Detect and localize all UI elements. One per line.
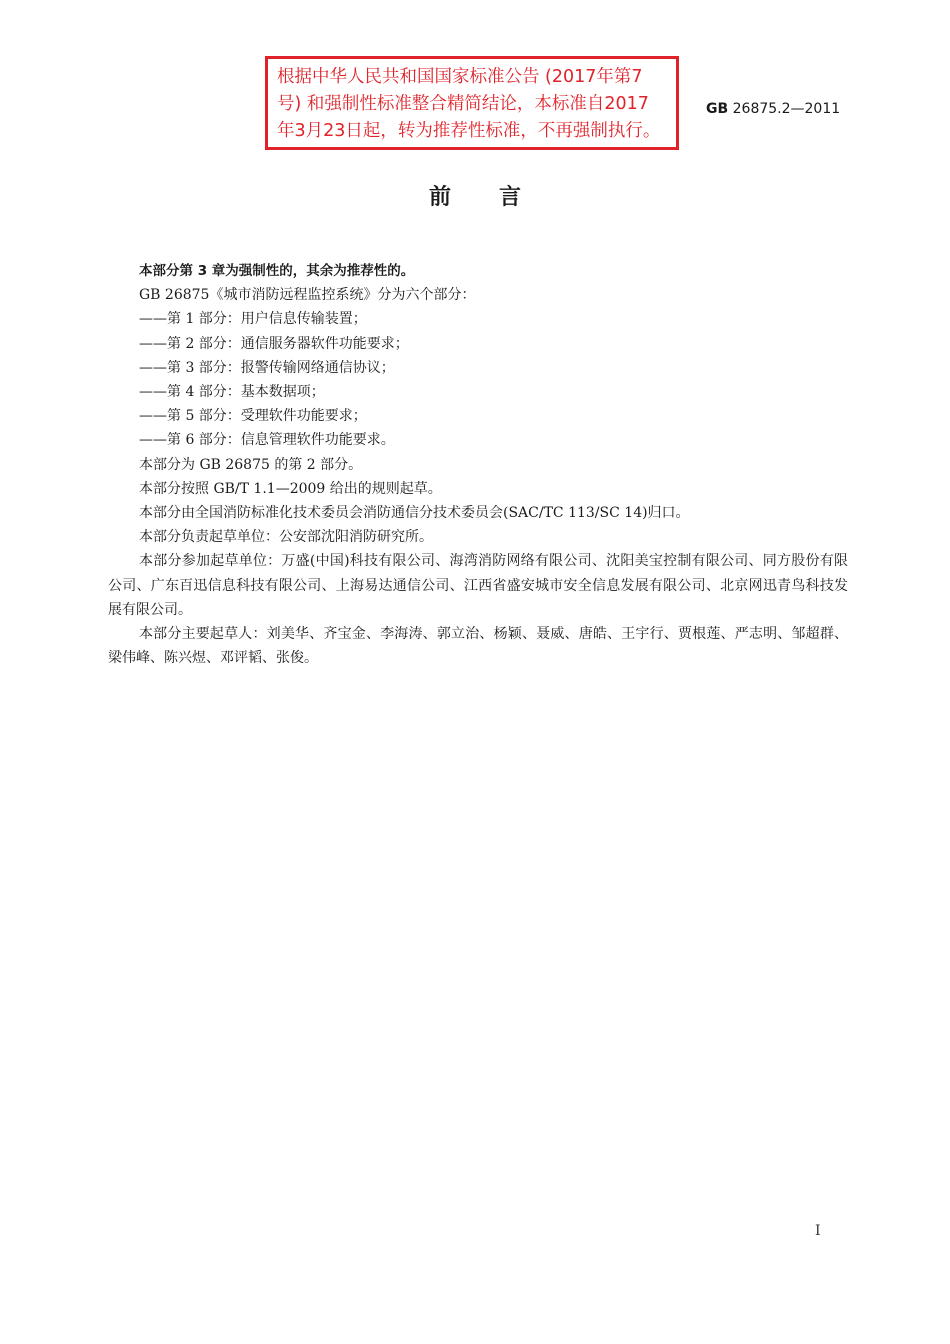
main-drafters: 本部分主要起草人：刘美华、齐宝金、李海涛、郭立治、杨颖、聂威、唐皓、王宇行、贾根莲、严志明、邹超群、梁伟峰、陈兴煜、邓评韬、张俊。: [108, 626, 848, 667]
part-list-item: ——第 1 部分：用户信息传输装置；: [139, 311, 367, 328]
lead-drafter: 本部分负责起草单位：公安部沈阳消防研究所。: [139, 529, 433, 546]
part-list-item: ——第 2 部分：通信服务器软件功能要求；: [139, 335, 409, 352]
notice-line-2: 号) 和强制性标准整合精简结论，本标准自2017: [277, 94, 649, 114]
standard-number: [706, 101, 840, 117]
standard-status-notice: [265, 56, 679, 150]
part-statement: 本部分为 GB 26875 的第 2 部分。: [139, 456, 363, 473]
series-intro: GB 26875《城市消防远程监控系统》分为六个部分：: [139, 287, 476, 304]
technical-committee: 本部分由全国消防标准化技术委员会消防通信分技术委员会(SAC/TC 113/SC 14)归口。: [139, 505, 690, 522]
part-list-item: ——第 3 部分：报警传输网络通信协议；: [139, 359, 395, 376]
part-list-item: ——第 4 部分：基本数据项；: [139, 384, 325, 401]
standard-prefix: GB: [706, 101, 729, 117]
drafting-rules: 本部分按照 GB/T 1.1—2009 给出的规则起草。: [139, 480, 442, 497]
participating-drafters: 本部分参加起草单位：万盛(中国)科技有限公司、海湾消防网络有限公司、沈阳美宝控制有限公司、同方股份有限公司、广东百迅信息科技有限公司、上海易达通信公司、江西省盛安城市安全信息发展有限公司、北京网迅青鸟科技发展有限公司。: [108, 553, 848, 618]
notice-line-1: 根据中华人民共和国国家标准公告 (2017年第7: [277, 67, 643, 87]
mandatory-statement: 本部分第 3 章为强制性的，其余为推荐性的。: [139, 263, 415, 279]
part-list-item: ——第 6 部分：信息管理软件功能要求。: [139, 432, 395, 449]
foreword-body: [108, 259, 848, 670]
standard-code: 26875.2—2011: [732, 101, 841, 117]
part-list-item: ——第 5 部分：受理软件功能要求；: [139, 408, 367, 425]
page-title: 前言: [428, 185, 569, 210]
notice-line-3: 年3月23日起，转为推荐性标准，不再强制执行。: [277, 121, 661, 141]
page-number: I: [815, 1223, 821, 1239]
